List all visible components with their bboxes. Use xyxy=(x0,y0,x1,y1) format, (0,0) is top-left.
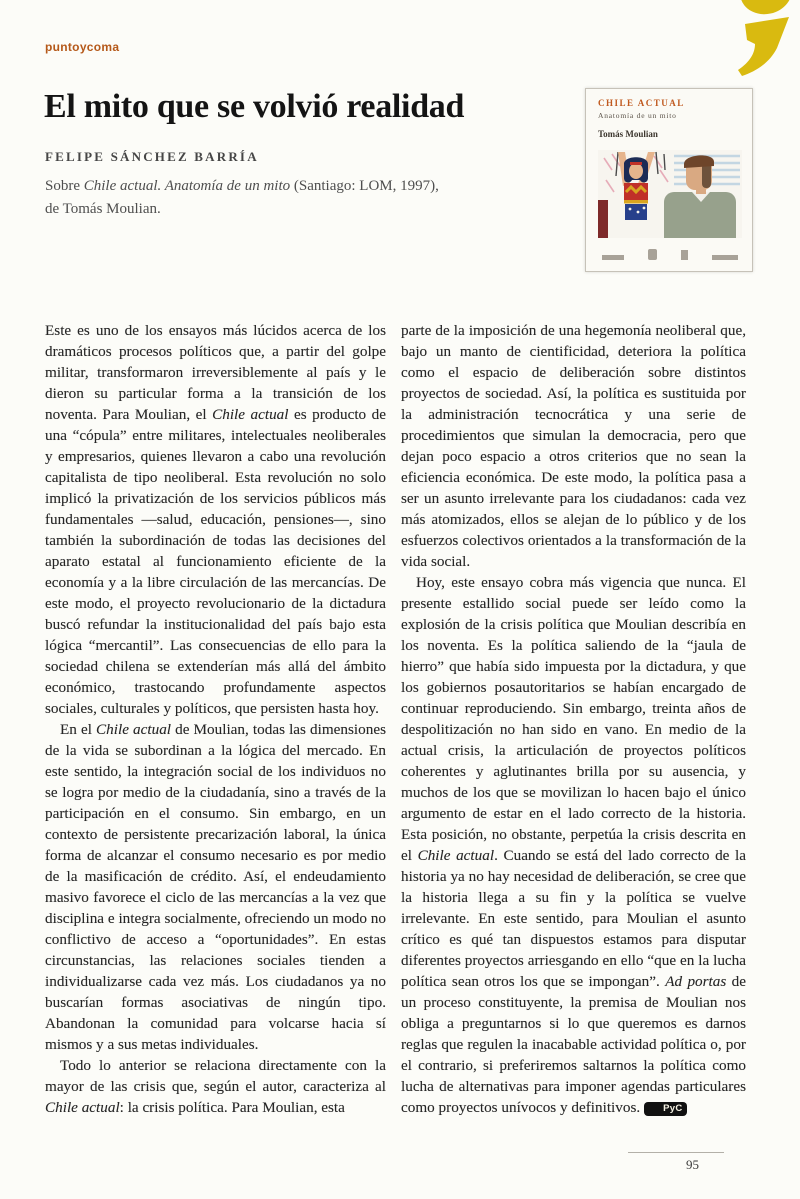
publisher-logos xyxy=(598,249,742,260)
footer-rule xyxy=(628,1152,724,1153)
review-reference: Sobre Chile actual. Anatomía de un mito (Santiago: LOM, 1997), de Tomás Moulian. xyxy=(45,178,439,217)
book-cover-title: CHILE ACTUAL xyxy=(598,98,685,108)
text-column-right xyxy=(401,320,746,1118)
article-author: FELIPE SÁNCHEZ BARRÍA xyxy=(45,149,259,164)
book-cover-subtitle: Anatomía de un mito xyxy=(598,111,677,120)
article-title: El mito que se volvió realidad xyxy=(44,88,465,125)
publisher-logo-lom-icon xyxy=(648,249,657,260)
magazine-masthead: puntoycoma xyxy=(45,40,120,54)
body-paragraph: Este es uno de los ensayos más lúcidos acerca de los dramáticos procesos políticos que, a partir del golpe militar, transformaron irreversiblemente al país y le dieron su particular forma a la transición de los noventa. Para Moulian, el Chile actual es producto de una “cópula” entre militares, intelectuales neoliberales y empresarios, quienes llevaron a cabo una revolución capitalista de tipo neoliberal. Esta revolución no solo implicó la privatización de los servicios públicos más fundamentales —salud, educación, pensiones—, sino también la subordinación de todas las decisiones del aparato estatal al funcionamiento eficiente de la economía y a la libre circulación de las mercancías. De este modo, el proyecto revolucionario de la dictadura buscó refundar la institucionalidad del país bajo esta lógica “mercantil”. Las consecuencias de ello para la sociedad chilena se extenderían más allá del ámbito económico, trastocando profundamente aspectos sociales, culturales y políticos, que persisten hasta hoy. xyxy=(45,322,386,717)
text-column-left xyxy=(45,320,386,1118)
body-paragraph: parte de la imposición de una hegemonía neoliberal que, bajo un manto de cientificidad, deteriora la política como el espacio de deliberación sobre distintos proyectos de sociedad. Así, la política es sustituida por la administración tecnocrática y una serie de procedimientos que simulan la democracia, pero que dejan poco espacio a otros criterios que no sean la eficiencia económica. De este modo, la política pasa a ser un asunto irrelevante para los ciudadanos: cada vez más atomizados, ellos se alejan de lo público y de los esfuerzos colectivos orientados a la transformación de la vida social. xyxy=(401,322,746,570)
publisher-logo-right xyxy=(712,255,738,260)
body-paragraph: En el Chile actual de Moulian, todas las dimensiones de la vida se subordinan a la lógica del mercado. En este sentido, la integración social de los individuos no se logra por medio de la ciudadanía, sino a través de la participación en el consumo. Sin embargo, en un contexto de persistente precarización laboral, la única forma de alcanzar el consumo necesario es por medio de la masificación de crédito. Así, el endeudamiento masivo favorece el ciclo de las mercancías a la vez que disciplina e integra socialmente, ofreciendo un modo no conflictivo de acceso a “oportunidades”. En estas circunstancias, las relaciones sociales tienden a individualizarse cada vez más. Los ciudadanos ya no buscarían formas asociativas de ningún tipo. Abandonan la comunidad para volcarse hacia sí mismos y a sus metas individuales. xyxy=(45,721,386,1053)
page-number: 95 xyxy=(686,1157,699,1172)
pyc-end-mark: PyC xyxy=(644,1102,686,1116)
book-cover-author: Tomás Moulian xyxy=(598,129,658,139)
cover-illustration xyxy=(598,150,742,243)
body-paragraph: Todo lo anterior se relaciona directamente con la mayor de las crisis que, según el autor, caracteriza al Chile actual: la crisis política. Para Moulian, esta xyxy=(45,1057,386,1116)
book-cover xyxy=(585,88,753,272)
publisher-logo-center xyxy=(681,250,688,260)
publisher-logo-left xyxy=(602,255,624,260)
body-paragraph: Hoy, este ensayo cobra más vigencia que nunca. El presente estallido social puede ser leído como la explosión de la crisis política que Moulian describía en los noventa. Es la política saliendo de la “jaula de hierro” que había sido impuesta por la dictadura, y que los gobiernos posautoritarios se habían encargado de continuar reproduciendo. Sin embargo, treinta años de despolitización no han sido en vano. En medio de la actual crisis, la articulación de proyectos políticos coherentes y aglutinantes brilla por su ausencia, y muchos de los que se movilizan lo hacen bajo el único argumento de estar en el lado correcto de la historia. Esta posición, no obstante, perpetúa la crisis descrita en el Chile actual. Cuando se está del lado correcto de la historia ya no hay necesidad de deliberación, se cree que la historia llega a su fin y la política se vuelve irrelevante. En este sentido, para Moulian el asunto crítico es qué tan dispuestos estamos para disputar diferentes proyectos arriesgando en ello “que en la lucha política sean otros los que se impongan”. Ad portas de un proceso constituyente, la premisa de Moulian nos obliga a preguntarnos si lo que queremos es darnos reglas que regulen la inacabable actividad política o, por el contrario, si preferiremos saltarnos la política como lucha de alternativas para imponer agendas particulares como proyectos unívocos y definitivos. PyC xyxy=(401,574,746,1116)
